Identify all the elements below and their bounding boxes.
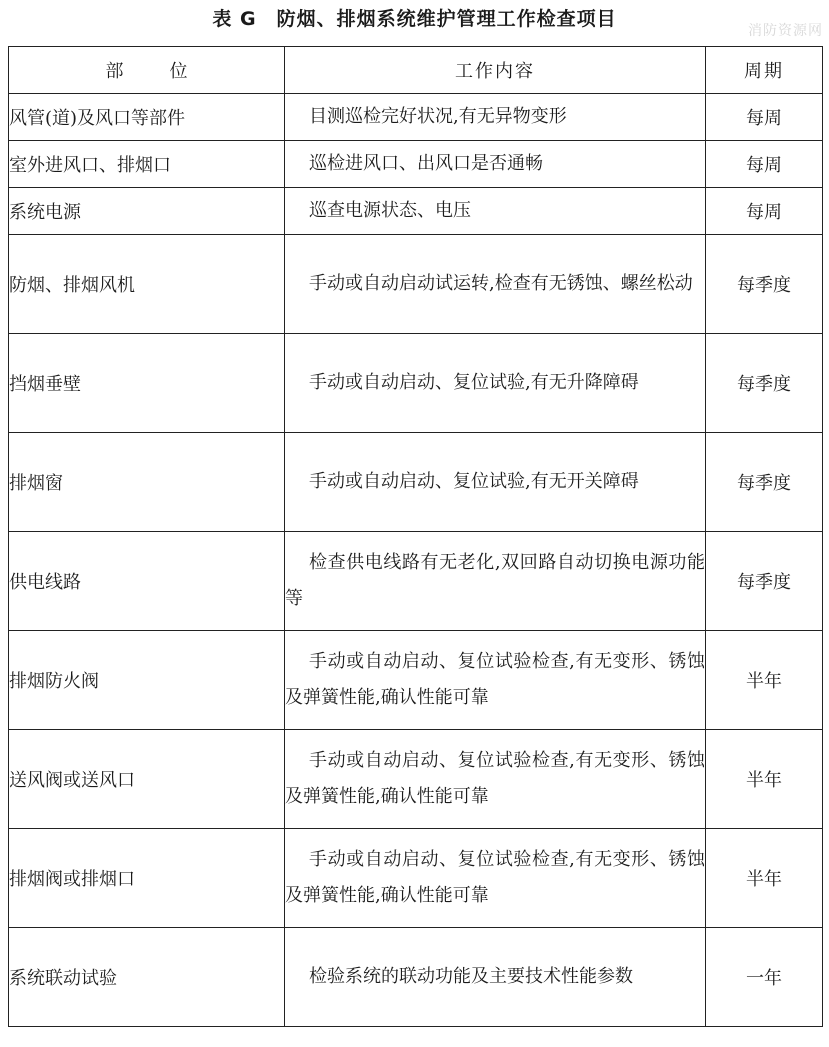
table-row <box>9 928 823 1027</box>
table-row <box>9 334 823 433</box>
table-title: 表 G 防烟、排烟系统维护管理工作检查项目 <box>212 8 617 30</box>
cell-period: 每季度 <box>706 235 823 334</box>
cell-part: 排烟防火阀 <box>9 631 285 730</box>
column-header-part: 部位 <box>9 47 285 94</box>
cell-period: 每季度 <box>706 532 823 631</box>
cell-part: 系统电源 <box>9 188 285 235</box>
table-header-row <box>9 47 823 94</box>
cell-part: 送风阀或送风口 <box>9 730 285 829</box>
cell-content: 检验系统的联动功能及主要技术性能参数 <box>285 928 706 1027</box>
cell-content: 巡检进风口、出风口是否通畅 <box>285 141 706 188</box>
table-row <box>9 433 823 532</box>
cell-content: 手动或自动启动、复位试验检查,有无变形、锈蚀及弹簧性能,确认性能可靠 <box>285 829 706 928</box>
cell-period: 半年 <box>706 631 823 730</box>
cell-period: 每季度 <box>706 334 823 433</box>
cell-period: 每季度 <box>706 433 823 532</box>
cell-part: 排烟阀或排烟口 <box>9 829 285 928</box>
table-row <box>9 94 823 141</box>
table-row <box>9 235 823 334</box>
cell-content: 手动或自动启动、复位试验,有无升降障碍 <box>285 334 706 433</box>
cell-part: 排烟窗 <box>9 433 285 532</box>
cell-part: 室外进风口、排烟口 <box>9 141 285 188</box>
table-row <box>9 730 823 829</box>
cell-period: 每周 <box>706 188 823 235</box>
cell-period: 半年 <box>706 730 823 829</box>
inspection-table <box>8 46 823 1027</box>
column-header-content: 工作内容 <box>285 47 706 94</box>
cell-part: 供电线路 <box>9 532 285 631</box>
cell-content: 检查供电线路有无老化,双回路自动切换电源功能等 <box>285 532 706 631</box>
cell-part: 系统联动试验 <box>9 928 285 1027</box>
cell-content: 手动或自动启动、复位试验检查,有无变形、锈蚀及弹簧性能,确认性能可靠 <box>285 730 706 829</box>
cell-part: 风管(道)及风口等部件 <box>9 94 285 141</box>
cell-part: 挡烟垂壁 <box>9 334 285 433</box>
table-row <box>9 188 823 235</box>
cell-content: 手动或自动启动、复位试验,有无开关障碍 <box>285 433 706 532</box>
cell-content: 手动或自动启动试运转,检查有无锈蚀、螺丝松动 <box>285 235 706 334</box>
cell-content: 目测巡检完好状况,有无异物变形 <box>285 94 706 141</box>
cell-period: 一年 <box>706 928 823 1027</box>
table-row <box>9 141 823 188</box>
watermark: 消防资源网 <box>748 23 823 39</box>
cell-period: 半年 <box>706 829 823 928</box>
cell-content: 巡查电源状态、电压 <box>285 188 706 235</box>
table-row <box>9 532 823 631</box>
cell-period: 每周 <box>706 141 823 188</box>
table-row <box>9 631 823 730</box>
cell-period: 每周 <box>706 94 823 141</box>
cell-part: 防烟、排烟风机 <box>9 235 285 334</box>
table-row <box>9 829 823 928</box>
cell-content: 手动或自动启动、复位试验检查,有无变形、锈蚀及弹簧性能,确认性能可靠 <box>285 631 706 730</box>
column-header-period: 周期 <box>706 47 823 94</box>
